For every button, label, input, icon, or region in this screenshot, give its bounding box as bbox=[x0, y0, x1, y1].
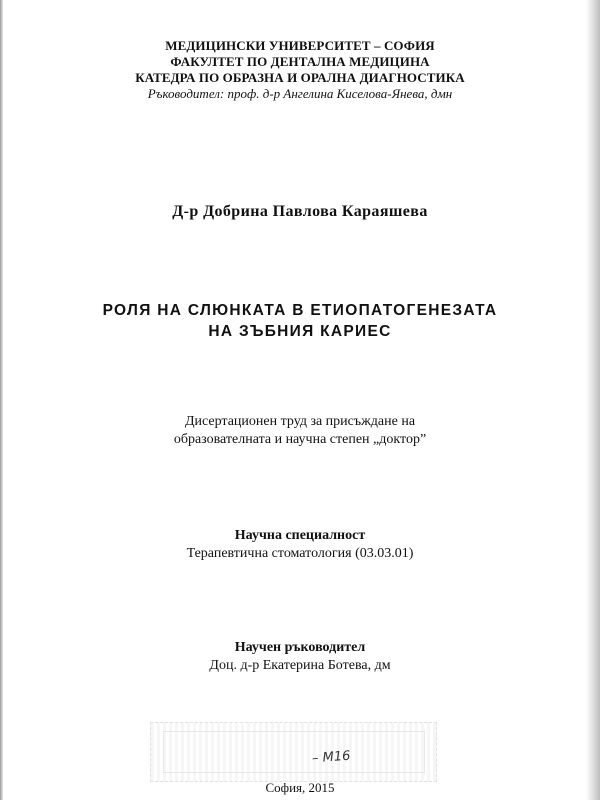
university-name: МЕДИЦИНСКИ УНИВЕРСИТЕТ – СОФИЯ bbox=[165, 38, 435, 53]
thesis-title-line2: НА ЗЪБНИЯ КАРИЕС bbox=[208, 323, 392, 340]
faded-stamp-frame bbox=[163, 731, 425, 773]
purpose-line1: Дисертационен труд за присъждане на bbox=[184, 414, 416, 429]
faded-stamp bbox=[150, 722, 437, 782]
purpose-line2: образователната и научна степен „доктор” bbox=[173, 432, 427, 447]
supervisor-label: Научен ръководител bbox=[234, 640, 366, 655]
supervisor-value: Доц. д-р Екатерина Ботева, дм bbox=[209, 658, 391, 673]
place-and-year: София, 2015 bbox=[265, 780, 335, 795]
handwritten-note: – М16 bbox=[311, 748, 351, 767]
thesis-title-line1: РОЛЯ НА СЛЮНКАТА В ЕТИОПАТОГЕНЕЗАТА bbox=[102, 302, 498, 319]
scan-edge-right bbox=[586, 0, 600, 800]
department-name: КАТЕДРА ПО ОБРАЗНА И ОРАЛНА ДИАГНОСТИКА bbox=[135, 70, 465, 85]
specialty-value: Терапевтична стоматология (03.03.01) bbox=[186, 546, 414, 561]
department-head: Ръководител: проф. д-р Ангелина Киселова-Янева, дмн bbox=[147, 86, 453, 101]
scan-edge-left bbox=[0, 0, 3, 800]
faculty-name: ФАКУЛТЕТ ПО ДЕНТАЛНА МЕДИЦИНА bbox=[170, 54, 430, 69]
specialty-label: Научна специалност bbox=[234, 528, 366, 543]
author-name: Д-р Добрина Павлова Караяшева bbox=[172, 203, 428, 220]
